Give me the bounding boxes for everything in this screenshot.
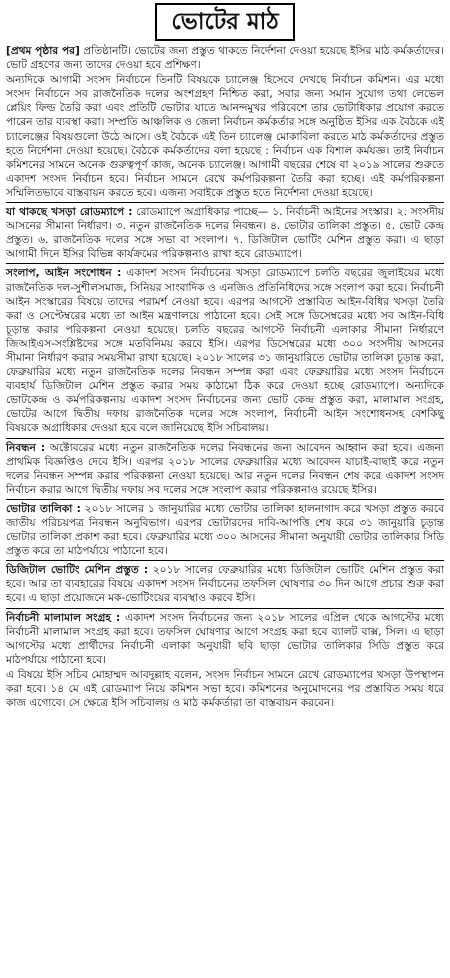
challenges-paragraph: অন্যদিকে আগামী সংসদ নির্বাচনে তিনটি বিষয়কে চ্যালেঞ্জ হিসেবে দেখছে নির্বাচন কমিশন। এর মধ্যে সংসদ নির্বাচনে সব রাজনৈতিক দলের অংশগ্রহণ নিশ্চিত করা, সবার জন্য সমান সুযোগ তথা লেভেল প্লেয়িং ফিল্ড তৈরি করা এবং প্রতিটি ভোটার যাতে আনন্দমুখর পরিবেশে তার ভোটাধিকার প্রয়োগ করতে পারেন তার ব্যবস্থা করা। সম্প্রতি আঞ্চলিক ও জেলা নির্বাচন কর্মকর্তার সঙ্গে অনুষ্ঠিত ইসির এক বৈঠকে এই চ্যালেঞ্জের বিষয়গুলো উঠে আসে। ওই বৈঠকে এই তিন চ্যালেঞ্জ মোকাবিলা করতে মাঠ কর্মকর্তাদের প্রস্তুত হতে নির্দেশনা দেওয়া হয়েছে। বৈঠকে কর্মকর্তাদের বলা হয়েছে : নির্বাচন এক বিশাল কর্মযজ্ঞ। তাই নির্বাচন কমিশনের সামনে অনেক গুরুত্বপূর্ণ কাজ, অনেক চ্যালেঞ্জ। আগামী বছরের শেষে বা ২০১৯ সালের শুরুতে একাদশ সংসদ নির্বাচন হবে। নির্বাচন সামনে রেখে কর্মপরিকল্পনা তৈরি করা হচ্ছে। এই কর্মপরিকল্পনা সম্মিলিতভাবে বাস্তবায়ন করতে হবে। এজন্য সবাইকে প্রস্তুত হতে নির্দেশনা দেওয়া হয়েছে। bbox=[6, 74, 444, 199]
section-lead: যা থাকছে খসড়া রোডম্যাপে : bbox=[6, 206, 133, 219]
headline-row bbox=[6, 3, 444, 41]
section-lead: ডিজিটাল ভোটিং মেশিন প্রস্তুত : bbox=[6, 564, 149, 577]
section-text: ২০১৮ সালের ১ জানুয়ারির মধ্যে ভোটার তালিকা হালনাগাদ করে খসড়া প্রস্তুত করবে জাতীয় পরিচয়পত্র নিবন্ধন অনুবিভাগ। এরপর ভোটারদের দাবি-আপত্তি শেষ করে ৩১ জানুয়ারি চূড়ান্ত ভোটার তালিকা প্রকাশ করা হবে। ফেব্রুয়ারির মধ্যে ৩০০ আসনের সীমানা অনুযায়ী ভোটার তালিকার সিডি প্রস্তুত করে তা মাঠপর্যায়ে পাঠানো হবে। bbox=[6, 502, 444, 558]
divider bbox=[6, 263, 444, 264]
section-lead: নির্বাচনী মালামাল সংগ্রহ : bbox=[6, 611, 121, 624]
intro-text: প্রতিষ্ঠানটি। ভোটের জন্য প্রস্তুত থাকতে নির্দেশনা দেওয়া হয়েছে ইসির মাঠ কর্মকর্তাদের। ভোট গ্রহণের জন্য তাদের দেওয়া হবে প্রশিক্ষণ। bbox=[6, 45, 444, 72]
section-text: একাদশ সংসদ নির্বাচনের জন্য ২০১৮ সালের এপ্রিল থেকে আগস্টের মধ্যে নির্বাচনী মালামাল সংগ্রহ করা হবে। তফসিল ঘোষণার আগে সংগ্রহ করা হবে ব্যালট বাক্স, সিল। এ ছাড়া আগস্টের মধ্যে প্রার্থীদের নির্বাচনী এলাকা অনুযায়ী ছবি ছাড়া ভোটার তালিকার সিডি প্রস্তুত করে মাঠপর্যায়ে পাঠানো হবে। bbox=[6, 611, 444, 666]
section-lead: সংলাপ, আইন সংশোধন : bbox=[6, 267, 122, 280]
section-lead: নিবন্ধন : bbox=[6, 441, 46, 454]
section-dialogue-law bbox=[6, 266, 444, 435]
divider bbox=[6, 202, 444, 203]
section-roadmap bbox=[6, 205, 444, 261]
divider bbox=[6, 499, 444, 500]
headline: ভোটের মাঠ bbox=[155, 3, 294, 41]
closing-paragraph: এ বিষয়ে ইসি সচিব মোহাম্মদ আবদুল্লাহ বলেন, সংসদ নির্বাচন সামনে রেখে রোডম্যাপের খসড়া উপস্থাপন করা হবে। ১৪ মে এই রোডম্যাপ নিয়ে কমিশন সভা হবে। কমিশনের অনুমোদনের পর প্রস্তাবিত সময় ধরে কাজ এগোবে। সে ক্ষেত্রে ইসি সচিবালয় ও মাঠ কর্মকর্তারা তা বাস্তবায়ন করবেন। bbox=[6, 668, 444, 710]
divider bbox=[6, 438, 444, 439]
section-voting-machine bbox=[6, 563, 444, 605]
section-materials bbox=[6, 611, 444, 667]
continuation-tag: [প্রথম পৃষ্ঠার পর] bbox=[6, 45, 80, 57]
section-text: একাদশ সংসদ নির্বাচনের খসড়া রোডম্যাপে চলতি বছরের জুলাইয়ের মধ্যে রাজনৈতিক দল-সুশীলসমাজ, সিনিয়র সাংবাদিক ও এনজিও প্রতিনিধিদের সঙ্গে সংলাপ করা হবে। নির্বাচনী আইন সংস্কারের বিষয়ে তাদের পরামর্শ নেওয়া হবে। এরপর আগস্টে প্রস্তাবিত আইন-বিধির খসড়া তৈরি করা ও সেপ্টেম্বরের মধ্যে তা আইন মন্ত্রণালয়ে পাঠানো হবে। সেই সঙ্গে ডিসেম্বরের মধ্যে সব আইন-বিধি চূড়ান্ত করার পরিকল্পনা নেওয়া হয়েছে। চলতি বছরের আগস্টে নির্বাচনী এলাকার সীমানা নির্ধারণে জিআইএস-সংশ্লিষ্টদের সঙ্গে মতবিনিময় করবে ইসি। এরপর ডিসেম্বরের মধ্যে ৩০০ সংসদীয় আসনের সীমানা নির্ধারণ করার সময়সীমা রাখা হয়েছে। ২০১৮ সালের ৩১ জানুয়ারিতে ভোটার তালিকা চূড়ান্ত করা, ফেব্রুয়ারির মধ্যে নতুন রাজনৈতিক দলের নিবন্ধন সম্পন্ন করা এবং ফেব্রুয়ারির মধ্যে সংসদ নির্বাচনে ব্যবহার্য ডিজিটাল মেশিন প্রস্তুত করার সময় কাঠামো ঠিক করে দেওয়া হচ্ছে রোডম্যাপে। অন্যদিকে ভোটকেন্দ্র ও কর্মপরিকল্পনায় একাদশ সংসদ নির্বাচনের জন্য ভোট কেন্দ্র প্রস্তুত করা, মালামাল সংগ্রহ, ভোটের আগে দ্বিতীয় দফায় রাজনৈতিক দলের সঙ্গে সংলাপ, নির্বাচনী আইন সংশোধনসহ বেশকিছু বিষয়কে অগ্রাধিকার দেওয়া হবে বলে জানিয়েছে ইসি সচিবালয়। bbox=[6, 267, 444, 435]
section-lead: ভোটার তালিকা : bbox=[6, 502, 81, 515]
section-registration bbox=[6, 441, 444, 497]
section-text: অক্টোবরের মধ্যে নতুন রাজনৈতিক দলের নিবন্ধনের জন্য আবেদন আহ্বান করা হবে। এজন্য প্রাথমিক বিজ্ঞপ্তিও দেবে ইসি। এরপর ২০১৮ সালের ফেব্রুয়ারির মধ্যে আবেদন যাচাই-বাছাই করে নতুন দলের নিবন্ধন সম্পন্ন করার পরিকল্পনা নেওয়া হয়েছে। আর নতুন দলের নিবন্ধন শেষ করে একাদশ সংসদ নির্বাচন করার আগে দ্বিতীয় দফায় সব দলের সঙ্গে সংলাপ করার পরিকল্পনাও রয়েছে ইসির। bbox=[6, 441, 444, 496]
divider bbox=[6, 560, 444, 561]
section-text: রোডম্যাপে অগ্রাধিকার পাচ্ছে— ১. নির্বাচনী আইনের সংস্কার। ২. সংসদীয় আসনের সীমানা নির্ধারণ। ৩. নতুন রাজনৈতিক দলের নিবন্ধন। ৪. ভোটার তালিকা প্রস্তুত। ৫. ভোট কেন্দ্র প্রস্তুত। ৬. রাজনৈতিক দলের সঙ্গে সভা বা সংলাপ। ৭. ডিজিটাল ভোটিং মেশিন প্রস্তুত করা। এ ছাড়া আগামী দিনে ইসির বিভিন্ন কার্যক্রমের পরিকল্পনাও রাখা হবে রোডম্যাপে। bbox=[6, 206, 444, 261]
divider bbox=[6, 608, 444, 609]
section-text: ২০১৮ সালের ফেব্রুয়ারির মধ্যে ডিজিটাল ভোটিং মেশিন প্রস্তুত করা হবে। আর তা ব্যবহারের বিষয়ে একাদশ সংসদ নির্বাচনের তফসিল ঘোষণার ৩০ দিন আগে প্রচার শুরু করা হবে। এ ছাড়া প্রয়োজনে মক-ভোটিংয়ের ব্যবস্থাও করবে ইসি। bbox=[6, 564, 444, 605]
section-voter-list bbox=[6, 502, 444, 558]
intro-paragraph bbox=[6, 44, 444, 72]
